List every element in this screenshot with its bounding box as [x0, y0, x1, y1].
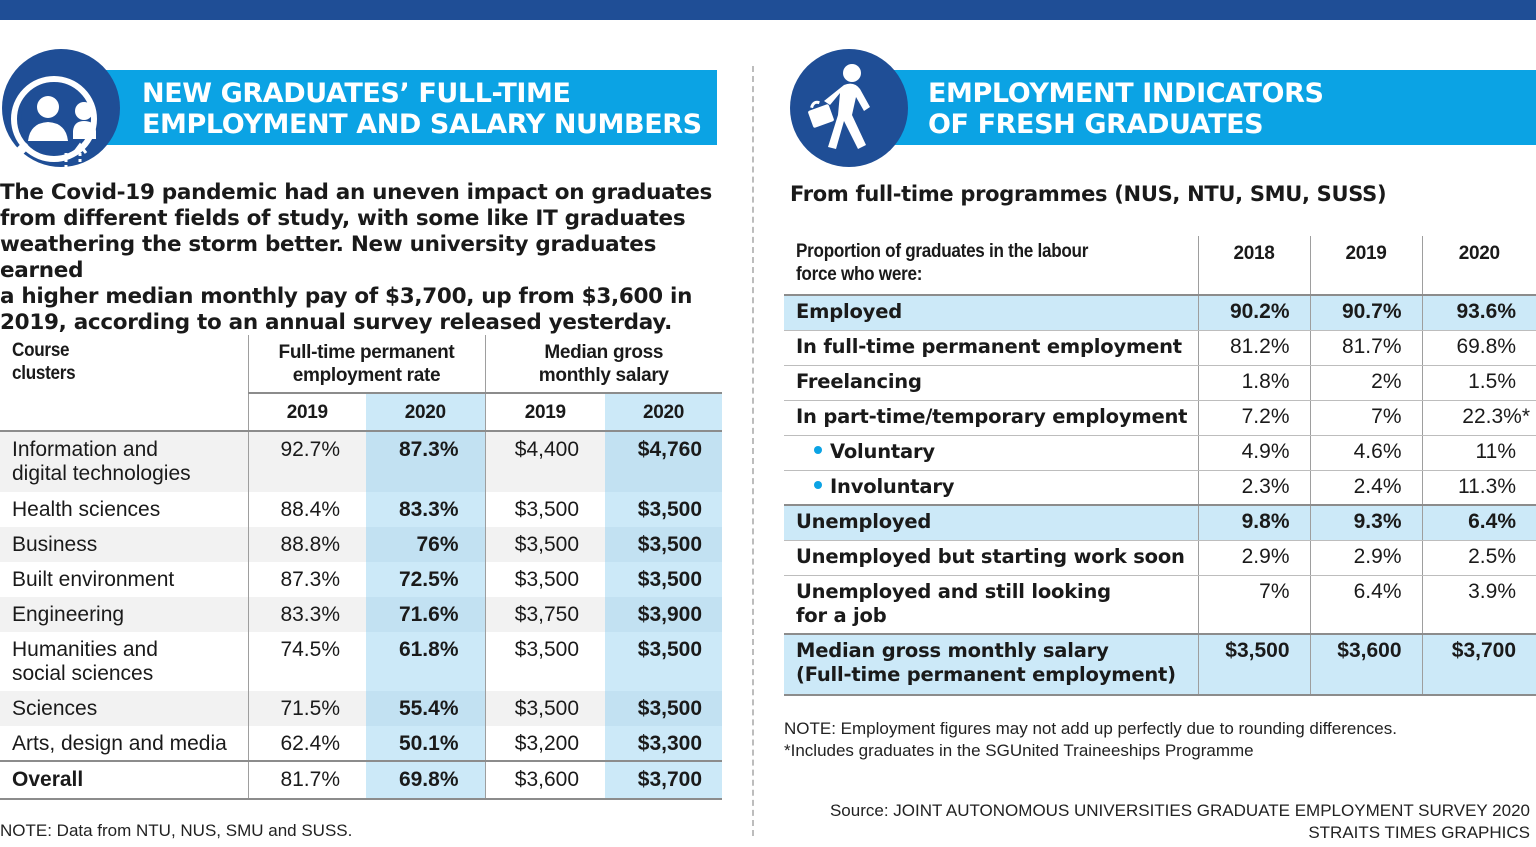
year-header: 2020 [605, 393, 722, 431]
table-cell: Involuntary [784, 470, 1198, 505]
table-cell: 90.2% [1198, 295, 1310, 330]
table-cell: Engineering [12, 603, 125, 626]
table-cell: $4,760 [605, 431, 722, 492]
table-cell: Built environment [12, 568, 175, 591]
table-cell: 7% [1310, 400, 1422, 435]
left-title-line2: EMPLOYMENT AND SALARY NUMBERS [142, 109, 702, 140]
table-row [784, 365, 1536, 400]
table-row-employed [784, 295, 1536, 330]
table-cell: 50.1% [366, 726, 485, 761]
table-cell: $3,500 [1198, 634, 1310, 695]
table-cell: $3,500 [605, 492, 722, 527]
table-cell: 11.3% [1422, 470, 1536, 505]
table-cell: Freelancing [784, 365, 1198, 400]
table-row [784, 400, 1536, 435]
table-cell: 74.5% [248, 632, 366, 691]
right-note [784, 718, 1397, 762]
source-credit [830, 800, 1530, 844]
table-row [0, 527, 722, 562]
table-cell: $4,400 [485, 431, 605, 492]
top-bar [0, 0, 1536, 20]
table-cell: 61.8% [366, 632, 485, 691]
right-title-line2: OF FRESH GRADUATES [928, 109, 1264, 140]
right-title-line1: EMPLOYMENT INDICATORS [928, 78, 1324, 109]
table-cell: $3,500 [605, 632, 722, 691]
table-cell: 88.8% [248, 527, 366, 562]
year-header: 2018 [1198, 236, 1310, 295]
table-cell: 1.5% [1422, 365, 1536, 400]
intro-line: a higher median monthly pay of $3,700, up from $3,600 in [0, 284, 693, 309]
bullet-icon [814, 446, 822, 454]
year-header: 2019 [248, 393, 366, 431]
table-cell: 81.7% [1310, 330, 1422, 365]
left-note: NOTE: Data from NTU, NUS, SMU and SUSS. [0, 821, 353, 840]
bullet-icon [814, 481, 822, 489]
table-row [0, 562, 722, 597]
table-cell: 4.6% [1310, 435, 1422, 470]
table-cell: $3,500 [605, 562, 722, 597]
table-cell: 90.7% [1310, 295, 1422, 330]
table-cell: $3,200 [485, 726, 605, 761]
col-median-salary-header: Median gross monthly salary [485, 335, 722, 393]
table-cell: In full-time permanent employment [784, 330, 1198, 365]
left-intro [0, 180, 724, 336]
table-cell: 2.3% [1198, 470, 1310, 505]
note-line: NOTE: Employment figures may not add up perfectly due to rounding differences. [784, 719, 1397, 738]
credit-line: STRAITS TIMES GRAPHICS [1308, 823, 1530, 842]
table-row-median-salary [784, 634, 1536, 695]
table-cell: 4.9% [1198, 435, 1310, 470]
table-cell: $3,500 [605, 691, 722, 726]
table-cell: Voluntary [784, 435, 1198, 470]
table-cell: 92.7% [248, 431, 366, 492]
table-cell: Arts, design and media [12, 732, 227, 755]
table-cell: Health sciences [12, 498, 161, 521]
col-employment-rate-header: Full-time permanent employment rate [248, 335, 485, 393]
table-cell: 9.3% [1310, 505, 1422, 540]
table-cell: Business [12, 533, 98, 556]
right-title-banner [886, 70, 1536, 145]
left-title [142, 78, 702, 140]
table-cell: Humanities and social sciences [12, 638, 158, 685]
table-cell: $3,500 [485, 527, 605, 562]
table-cell: Median gross monthly salary (Full-time permanent employment) [784, 634, 1198, 695]
year-header: 2020 [366, 393, 485, 431]
intro-line: The Covid-19 pandemic had an uneven impact on graduates [0, 180, 713, 205]
table-cell: $3,500 [485, 562, 605, 597]
table-cell: 6.4% [1422, 505, 1536, 540]
table-header-row [0, 335, 722, 393]
table-cell: 2.4% [1310, 470, 1422, 505]
table-row-overall [0, 761, 722, 799]
table-cell: 22.3%* [1422, 400, 1536, 435]
course-clusters-table [0, 335, 722, 800]
table-row [0, 492, 722, 527]
source-line: Source: JOINT AUTONOMOUS UNIVERSITIES GRADUATE EMPLOYMENT SURVEY 2020 [829, 801, 1530, 820]
magnifier-people-icon [2, 49, 120, 167]
table-cell: 88.4% [248, 492, 366, 527]
table-cell: 2.9% [1310, 540, 1422, 575]
table-row [784, 470, 1536, 505]
note-line: *Includes graduates in the SGUnited Traineeships Programme [784, 741, 1254, 760]
table-cell: 11% [1422, 435, 1536, 470]
table-cell: 9.8% [1198, 505, 1310, 540]
left-title-line1: NEW GRADUATES’ FULL-TIME [142, 78, 571, 109]
panel-divider [752, 66, 754, 836]
table-cell: 83.3% [366, 492, 485, 527]
table-cell: $3,500 [485, 632, 605, 691]
table-row [784, 435, 1536, 470]
table-cell: Information and digital technologies [12, 438, 191, 485]
table-row [0, 726, 722, 761]
table-cell: $3,600 [485, 761, 605, 799]
table-cell: 81.7% [248, 761, 366, 799]
intro-line: 2019, according to an annual survey released yesterday. [0, 310, 672, 335]
table-cell: $3,500 [485, 492, 605, 527]
table-row [784, 575, 1536, 634]
table-row [0, 431, 722, 492]
table-cell: 6.4% [1310, 575, 1422, 634]
table-cell: Unemployed [784, 505, 1198, 540]
table-cell: 7.2% [1198, 400, 1310, 435]
table-cell: $3,900 [605, 597, 722, 632]
table-cell: Unemployed but starting work soon [784, 540, 1198, 575]
table-cell: 55.4% [366, 691, 485, 726]
table-cell: 69.8% [1422, 330, 1536, 365]
table-cell: Sciences [12, 697, 98, 720]
employment-indicators-table [784, 236, 1536, 696]
table-cell: 2.5% [1422, 540, 1536, 575]
table-cell: Employed [784, 295, 1198, 330]
table-cell: 2% [1310, 365, 1422, 400]
right-title [928, 78, 1324, 140]
table-cell: 69.8% [366, 761, 485, 799]
table-cell: $3,300 [605, 726, 722, 761]
table-cell: Overall [0, 761, 248, 799]
proportion-header: Proportion of graduates in the labour force who were: [796, 241, 1089, 285]
walking-businessman-icon [790, 49, 908, 167]
table-cell: $3,700 [1422, 634, 1536, 695]
table-cell: 87.3% [366, 431, 485, 492]
intro-line: from different fields of study, with some like IT graduates [0, 206, 686, 231]
table-row-unemployed [784, 505, 1536, 540]
table-row [0, 632, 722, 691]
table-cell: 62.4% [248, 726, 366, 761]
year-header: 2020 [1422, 236, 1536, 295]
table-cell: 71.6% [366, 597, 485, 632]
table-cell: 83.3% [248, 597, 366, 632]
table-cell: 7% [1198, 575, 1310, 634]
left-title-banner [100, 70, 717, 145]
table-header-row [784, 236, 1536, 295]
table-cell: 93.6% [1422, 295, 1536, 330]
table-cell: 1.8% [1198, 365, 1310, 400]
table-cell: 3.9% [1422, 575, 1536, 634]
year-header: 2019 [1310, 236, 1422, 295]
table-cell: $3,700 [605, 761, 722, 799]
table-cell: 76% [366, 527, 485, 562]
table-cell: $3,500 [485, 691, 605, 726]
table-cell: 72.5% [366, 562, 485, 597]
table-cell: In part-time/temporary employment [784, 400, 1198, 435]
year-header: 2019 [485, 393, 605, 431]
col-course-clusters-header: Course clusters [12, 340, 76, 384]
table-cell: $3,750 [485, 597, 605, 632]
table-row [0, 691, 722, 726]
table-cell: 87.3% [248, 562, 366, 597]
table-row [784, 330, 1536, 365]
table-cell: 81.2% [1198, 330, 1310, 365]
table-cell: Unemployed and still looking for a job [784, 575, 1198, 634]
table-cell: 2.9% [1198, 540, 1310, 575]
right-subtitle: From full-time programmes (NUS, NTU, SMU, SUSS) [790, 182, 1387, 206]
intro-line: weathering the storm better. New university graduates earned [0, 232, 657, 283]
table-cell: $3,500 [605, 527, 722, 562]
table-cell: $3,600 [1310, 634, 1422, 695]
table-row [0, 597, 722, 632]
table-row [784, 540, 1536, 575]
table-cell: 71.5% [248, 691, 366, 726]
